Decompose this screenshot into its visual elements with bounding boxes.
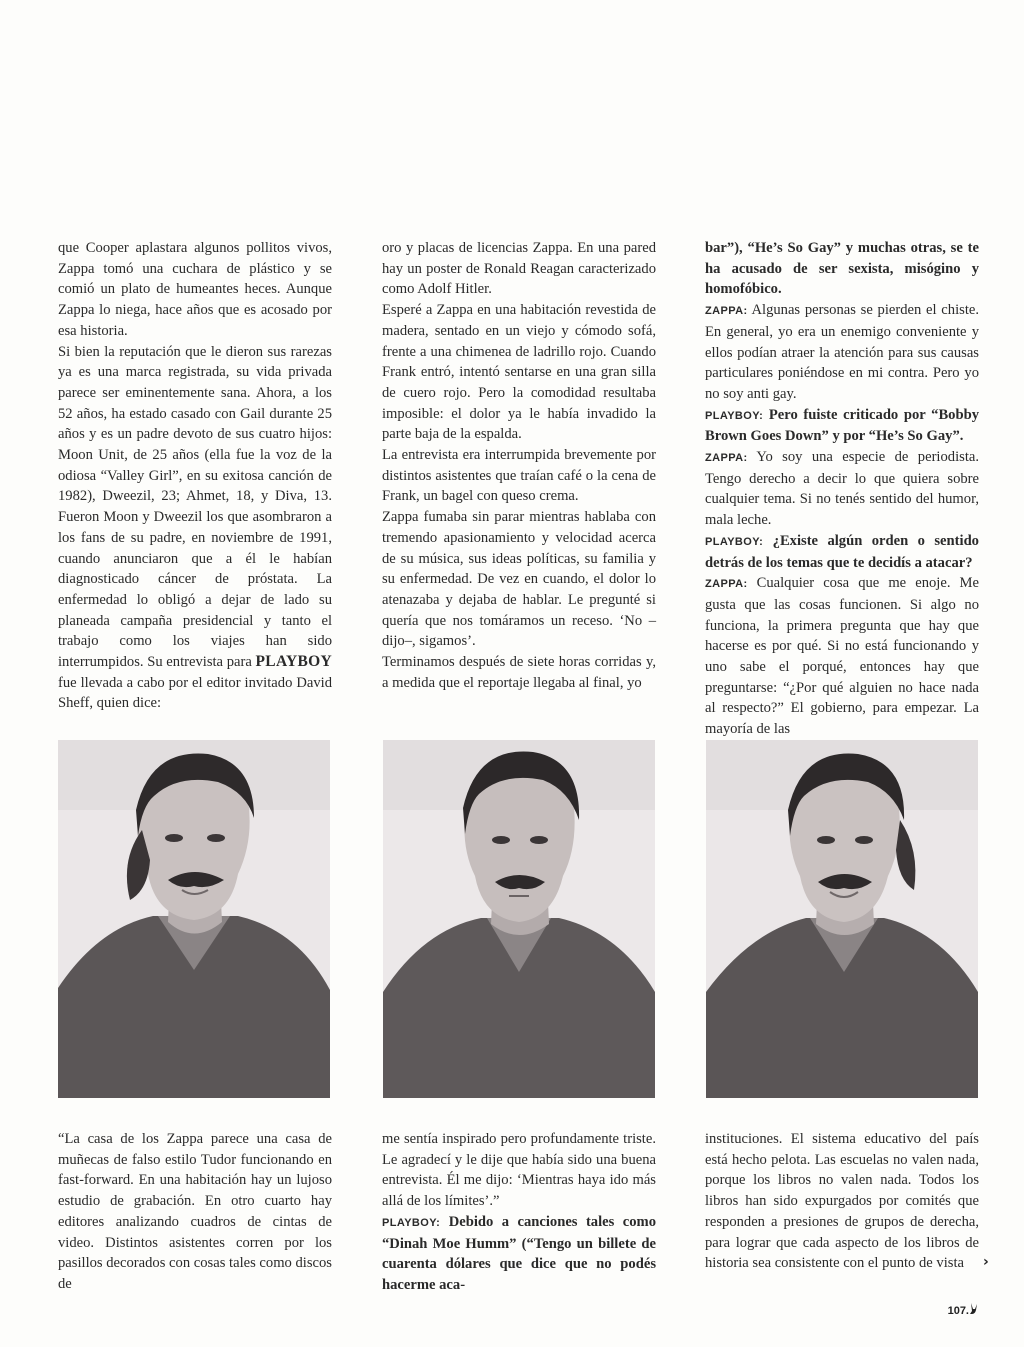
bunny-logo-icon — [969, 1303, 979, 1315]
speaker-label: PLAYBOY: — [382, 1216, 441, 1229]
paragraph: Terminamos después de siete horas corridas y, a medida que el reportaje llegaba al final, yo — [382, 654, 656, 691]
column-3-top — [705, 238, 979, 740]
portrait-photo-2 — [383, 740, 655, 1098]
page-number: 107. — [948, 1303, 979, 1317]
column-1-bottom — [58, 1129, 332, 1295]
speaker-label: PLAYBOY: — [705, 535, 764, 548]
speaker-label: ZAPPA: — [705, 305, 748, 318]
paragraph: instituciones. El sistema educativo del país está hecho pelota. Las escuelas no valen nada, porque los libros no valen nada. Todos los libros han sido expurgados por comités que responden a presiones de grupos de derecha, para lograr que cada aspecto de los libros de historia sea consistente con el punto de vista — [705, 1131, 979, 1272]
continue-arrow-icon: › — [983, 1254, 989, 1270]
paragraph: oro y placas de licencias Zappa. En una pared hay un poster de Ronald Reagan caracterizado como Adolf Hitler. — [382, 240, 656, 298]
interview-question: PLAYBOY: Debido a canciones tales como “Dinah Moe Humm” (“Tengo un billete de cuarenta dólares que dice que no podés hacerme aca- — [382, 1213, 656, 1293]
column-2-top — [382, 238, 656, 693]
playboy-wordmark: PLAYBOY — [255, 653, 332, 671]
interview-answer: ZAPPA: Yo soy una especie de periodista. Tengo derecho a decir lo que quiera sobre cualquier tema. Si no tenés sentido del humor, mala leche. — [705, 449, 980, 529]
paragraph: Si bien la reputación que le dieron sus rarezas ya es una marca registrada, su vida privada parece ser eminentemente sana. Ahora, a los 52 años, ha estado casado con Gail durante 25 años y es un padre devoto de sus cuatro hijos: Moon Unit, de 25 años (ella fue la voz de la odiosa “Valley Girl”, en su exitosa canción de 1982), Dweezil, 23; Ahmet, 18, y Diva, 13. Fueron Moon y Dweezil los que asombraron a los fans de su padre, en noviembre de 1991, cuando anunciaron que a él le habían diagnosticado cáncer de próstata. La enfermedad lo obligó a dejar de lado su planeada campaña presidencial y tanto el trabajo como los viajes han sido interrumpidos. Su entrevista para PLAYBOY fue llevada a cabo por el editor invitado David Sheff, quien dice: — [58, 343, 332, 712]
portrait-photo-1 — [58, 740, 330, 1098]
interview-question: PLAYBOY: ¿Existe algún orden o sentido detrás de los temas que te decidís a atacar? — [705, 532, 979, 571]
paragraph: que Cooper aplastara algunos pollitos vivos, Zappa tomó una cuchara de plástico y se comió un plato de humeantes heces. Aunque Zappa lo niega, hace años que es acosado por esa historia. — [58, 240, 332, 339]
column-2-bottom — [382, 1129, 656, 1296]
interview-answer: ZAPPA: Cualquier cosa que me enoje. Me gusta que las cosas funcionen. Si algo no funciona, la primera pregunta que hay que hacerse es por qué. Si no está funcionando y uno sabe el porqué, entonces hay que preguntarse: “¿Por qué alguien no hace nada al respecto?” El gobierno, para empezar. La mayoría de las — [705, 575, 979, 738]
column-3-bottom — [705, 1129, 979, 1274]
interview-question: bar”), “He’s So Gay” y muchas otras, se te ha acusado de ser sexista, misógino y homofóbico. — [705, 240, 979, 298]
paragraph: Esperé a Zappa en una habitación revestida de madera, sentado en un viejo y cómodo sofá, frente a una chimenea de ladrillo rojo. Cuando Frank entró, intentó sentarse en una gran silla de cuero rojo. Pero la comodidad resultaba imposible: el dolor ya le había invadido la parte baja de la espalda. — [382, 302, 656, 443]
speaker-label: PLAYBOY: — [705, 409, 764, 422]
paragraph: “La casa de los Zappa parece una casa de muñecas de falso estilo Tudor funcionando en fast-forward. En una habitación hay un lujoso estudio de grabación. En otro cuarto hay editores analizando cuadros de cintas de video. Distintos asistentes corren por los pasillos decorados con cosas tales como discos de — [58, 1131, 332, 1292]
paragraph: La entrevista era interrumpida brevemente por distintos asistentes que traían café o la cena de Frank, un bagel con queso crema. — [382, 447, 656, 505]
speaker-label: ZAPPA: — [705, 578, 748, 591]
interview-question: PLAYBOY: Pero fuiste criticado por “Bobby Brown Goes Down” y por “He’s So Gay”. — [705, 406, 980, 445]
column-1-top — [58, 238, 332, 714]
speaker-label: ZAPPA: — [705, 452, 748, 465]
paragraph: Zappa fumaba sin parar mientras hablaba con tremendo apasionamiento y velocidad acerca de su música, sus ideas políticas, su familia y su enfermedad. De vez en cuando, el dolor lo atenazaba y dejaba de hablar. Le pregunté si quería que nos tomáramos un receso. ‘No –dijo–, sigamos’. — [382, 509, 656, 650]
portrait-photo-3 — [706, 740, 978, 1098]
paragraph: me sentía inspirado pero profundamente triste. Le agradecí y le dije que había sido una buena entrevista. Él me dijo: ‘Mientras haya ido más allá de los límites’.” — [382, 1131, 656, 1210]
interview-answer: ZAPPA: Algunas personas se pierden el chiste. En general, yo era un enemigo conveniente y ellos podían atraer la atención para sus causas particulares poniéndose en mi contra. Pero yo no soy anti gay. — [705, 302, 979, 402]
